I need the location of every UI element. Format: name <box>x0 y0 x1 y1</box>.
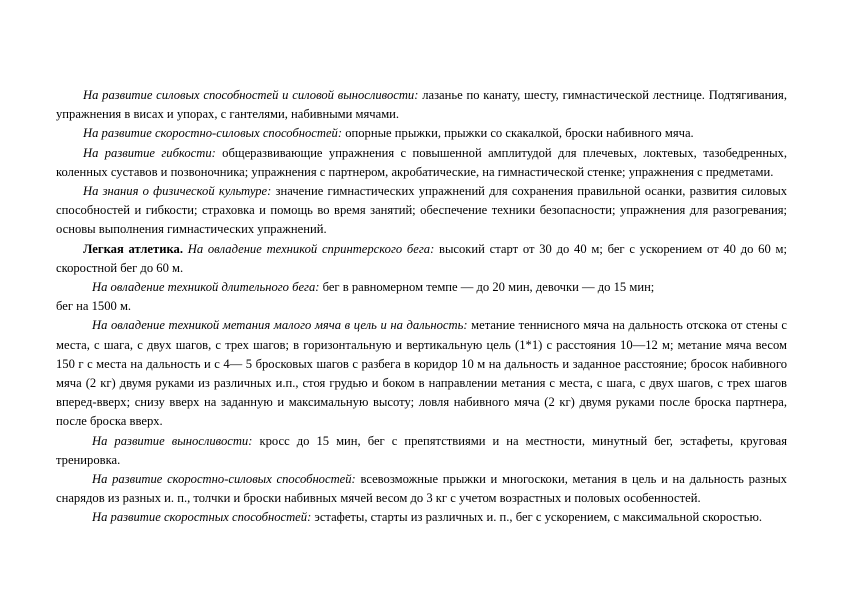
paragraph-text: кросс до 15 мин, бег с препятствиями и на местности, минутный бег, эстафеты, круговая тренировка. <box>56 433 787 467</box>
paragraph-endurance <box>56 432 787 470</box>
paragraph-speed-strength-2 <box>56 470 787 508</box>
paragraph-text: общеразвивающие упражнения с повышенной амплитудой для плечевых, локтевых, тазобедренных, коленных суставов и позвоночника; упражнения с партнером, акробатические, на гимнастической стенке; упражнения с предметами. <box>56 145 787 179</box>
paragraph-text: лазанье по канату, шесту, гимнастической лестнице. Подтягивания, упражнения в висах и упорах, с гантелями, набивными мячами. <box>56 88 787 122</box>
paragraph-text: высокий старт от 30 до 40 м; бег с ускорением от 40 до 60 м; скоростной бег до 60 м. <box>56 241 787 275</box>
paragraph-lead: На развитие выносливости: <box>92 433 253 448</box>
paragraph-strength <box>56 86 787 124</box>
paragraph-lead: На овладение техникой длительного бега: <box>92 280 320 295</box>
paragraph-lead: На развитие скоростно-силовых способностей: <box>83 126 343 141</box>
paragraph-lead: На овладение техникой метания малого мяча в цель и на дальность: <box>92 318 468 333</box>
paragraph-lead: На развитие силовых способностей и силовой выносливости: <box>83 88 419 102</box>
paragraph-text: всевозможные прыжки и многоскоки, метания в цель и на дальность разных снарядов из разных и. п., толчки и броски набивных мячей весом до 3 кг с учетом возрастных и половых особенностей. <box>56 472 787 506</box>
paragraph-lead: На овладение техникой спринтерского бега: <box>182 241 435 256</box>
paragraph-continuation: бег на 1500 м. <box>56 299 132 314</box>
paragraph-lead: На развитие гибкости: <box>83 145 216 160</box>
paragraph-throwing <box>56 316 787 431</box>
paragraph-flexibility <box>56 144 787 182</box>
paragraph-knowledge <box>56 182 787 240</box>
document-body <box>56 86 787 528</box>
paragraph-lead: На развитие скоростных способностей: <box>92 510 312 525</box>
paragraph-speed-strength <box>56 124 787 143</box>
paragraph-sprint <box>56 240 787 278</box>
section-heading: Легкая атлетика. <box>83 241 183 256</box>
paragraph-text: метание теннисного мяча на дальность отскока от стены с места, с шага, с двух шагов, с трех шагов; в горизонтальную и вертикальную цель (1*1) с расстояния 10—12 м; метание мяча весом 150 г с места на дальность и с 4— 5 бросковых шагов с разбега в коридор 10 м на дальность и заданное расстояние; бросок набивного мяча (2 кг) двумя руками из различных и.п., стоя грудью и боком в направлении метания с места, с шага, с двух шагов, с трех шагов вперед-вверх; снизу вверх на заданную и максимальную высоту; ловля набивного мяча (2 кг) двумя руками после броска партнера, после броска вверх. <box>56 318 787 429</box>
paragraph-lead: На знания о физической культуре: <box>83 184 272 199</box>
paragraph-long-run <box>56 278 787 316</box>
paragraph-text: опорные прыжки, прыжки со скакалкой, броски набивного мяча. <box>342 126 694 141</box>
paragraph-text: бег в равномерном темпе — до 20 мин, девочки — до 15 мин; <box>319 280 655 295</box>
paragraph-speed <box>56 508 787 527</box>
paragraph-text: эстафеты, старты из различных и. п., бег с ускорением, с максимальной скоростью. <box>311 510 763 525</box>
paragraph-lead: На развитие скоростно-силовых способностей: <box>92 472 356 487</box>
paragraph-text: значение гимнастических упражнений для сохранения правильной осанки, развития силовых способностей и гибкости; страховка и помощь во время занятий; обеспечение техники безопасности; упражнения для разогревания; основы выполнения гимнастических упражнений. <box>56 184 787 237</box>
